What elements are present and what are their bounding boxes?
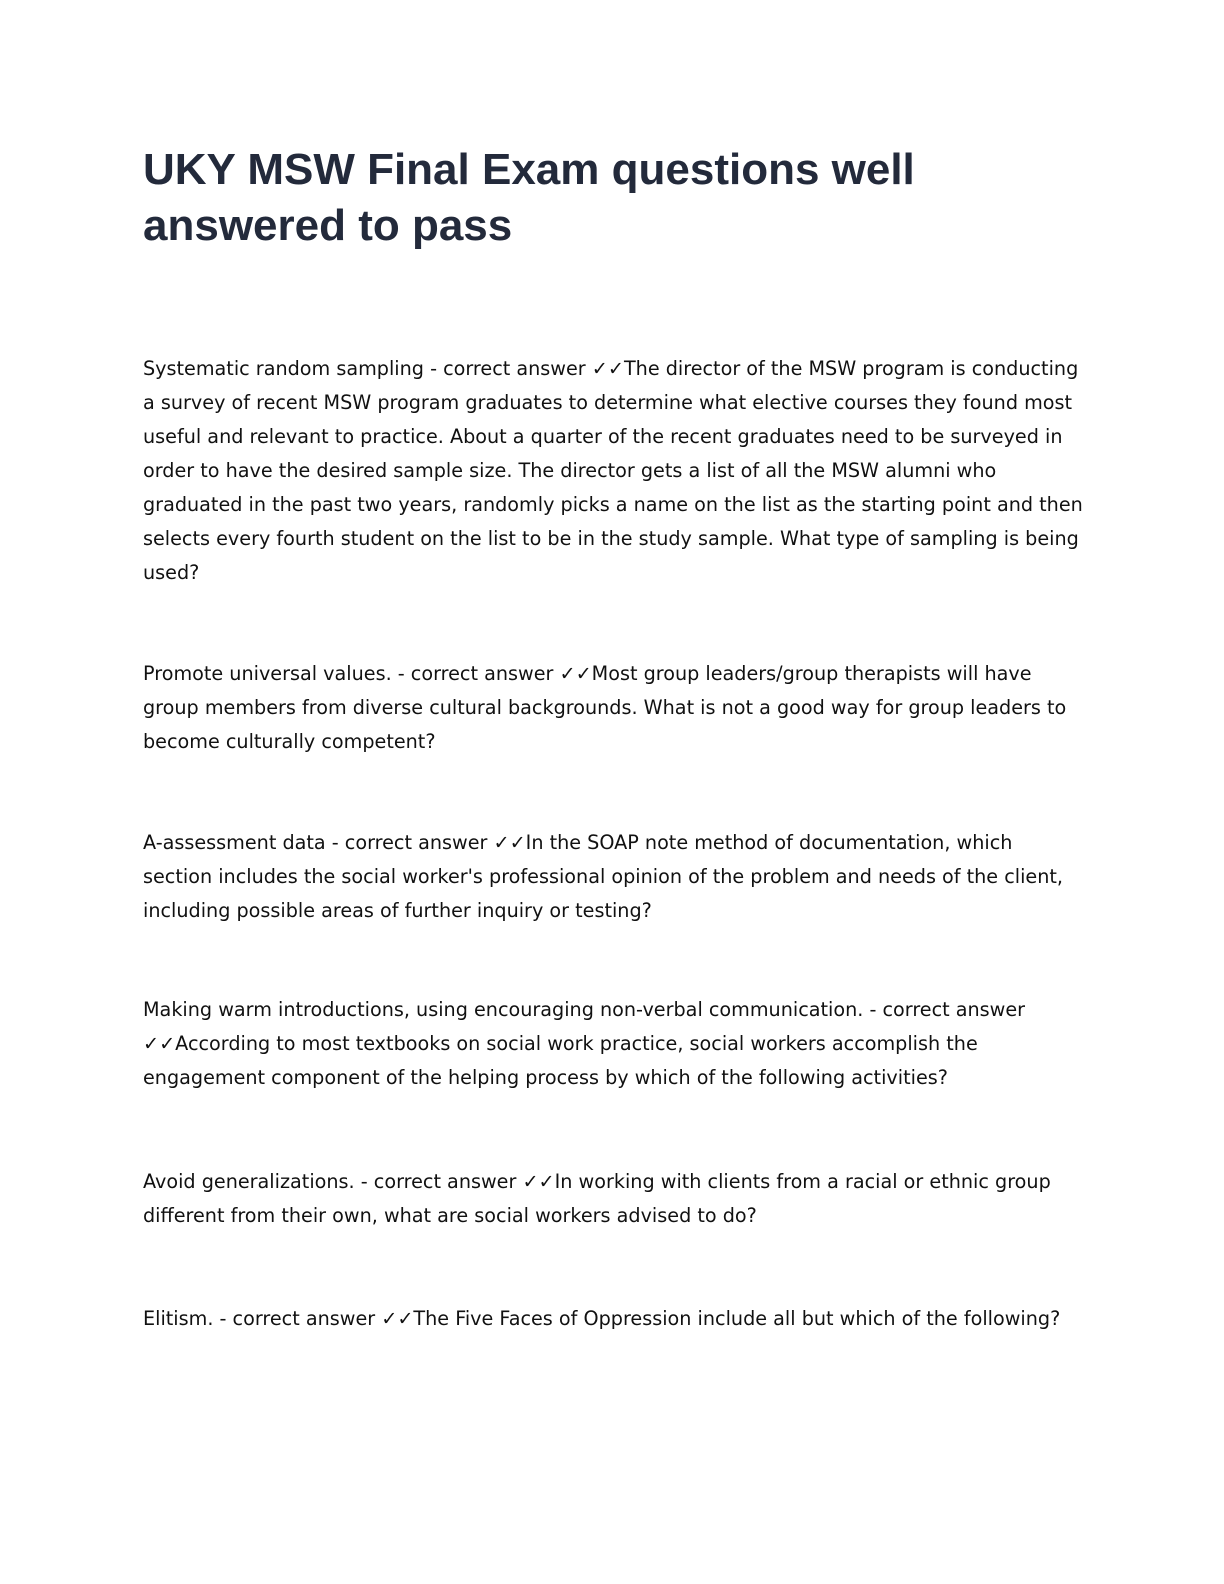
qa-item bbox=[143, 826, 1083, 928]
answer-separator: - correct answer bbox=[354, 1170, 523, 1193]
question-text: The Five Faces of Oppression include all but which of the following? bbox=[413, 1307, 1061, 1330]
check-mark-icon: ✓✓ bbox=[493, 831, 526, 854]
answer-separator: - correct answer bbox=[325, 831, 494, 854]
check-mark-icon: ✓✓ bbox=[143, 1032, 176, 1055]
check-mark-icon: ✓✓ bbox=[591, 357, 624, 380]
question-text: Most group leaders/group therapists will have group members from diverse cultural backgrounds. What is not a good way for group leaders to become culturally competent? bbox=[143, 662, 1067, 753]
check-mark-icon: ✓✓ bbox=[381, 1307, 414, 1330]
answer-text: A-assessment data bbox=[143, 831, 326, 854]
qa-item bbox=[143, 352, 1083, 590]
answer-text: Elitism. bbox=[143, 1307, 214, 1330]
check-mark-icon: ✓✓ bbox=[559, 662, 592, 685]
answer-separator: - correct answer bbox=[863, 998, 1026, 1021]
answer-text: Avoid generalizations. bbox=[143, 1170, 355, 1193]
qa-item bbox=[143, 993, 1083, 1095]
qa-item bbox=[143, 657, 1083, 759]
answer-text: Making warm introductions, using encouraging non-verbal communication. bbox=[143, 998, 864, 1021]
answer-separator: - correct answer bbox=[391, 662, 560, 685]
check-mark-icon: ✓✓ bbox=[522, 1170, 555, 1193]
question-text: The director of the MSW program is conducting a survey of recent MSW program graduates to determine what elective courses they found most useful and relevant to practice. About a quarter of the recent graduates need to be surveyed in order to have the desired sample size. The director gets a list of all the MSW alumni who graduated in the past two years, randomly picks a name on the list as the starting point and then selects every fourth student on the list to be in the study sample. What type of sampling is being used? bbox=[143, 357, 1083, 584]
answer-separator: - correct answer bbox=[213, 1307, 382, 1330]
qa-item bbox=[143, 1302, 1083, 1336]
document-title: UKY MSW Final Exam questions well answered to pass bbox=[143, 145, 915, 250]
answer-text: Promote universal values. bbox=[143, 662, 392, 685]
question-text: In the SOAP note method of documentation, which section includes the social worker's professional opinion of the problem and needs of the client, including possible areas of further inquiry or testing? bbox=[143, 831, 1064, 922]
qa-item bbox=[143, 1165, 1083, 1233]
answer-text: Systematic random sampling bbox=[143, 357, 424, 380]
question-text: According to most textbooks on social work practice, social workers accomplish the engagement component of the helping process by which of the following activities? bbox=[143, 1032, 978, 1089]
question-text: In working with clients from a racial or ethnic group different from their own, what are social workers advised to do? bbox=[143, 1170, 1051, 1227]
answer-separator: - correct answer bbox=[423, 357, 592, 380]
